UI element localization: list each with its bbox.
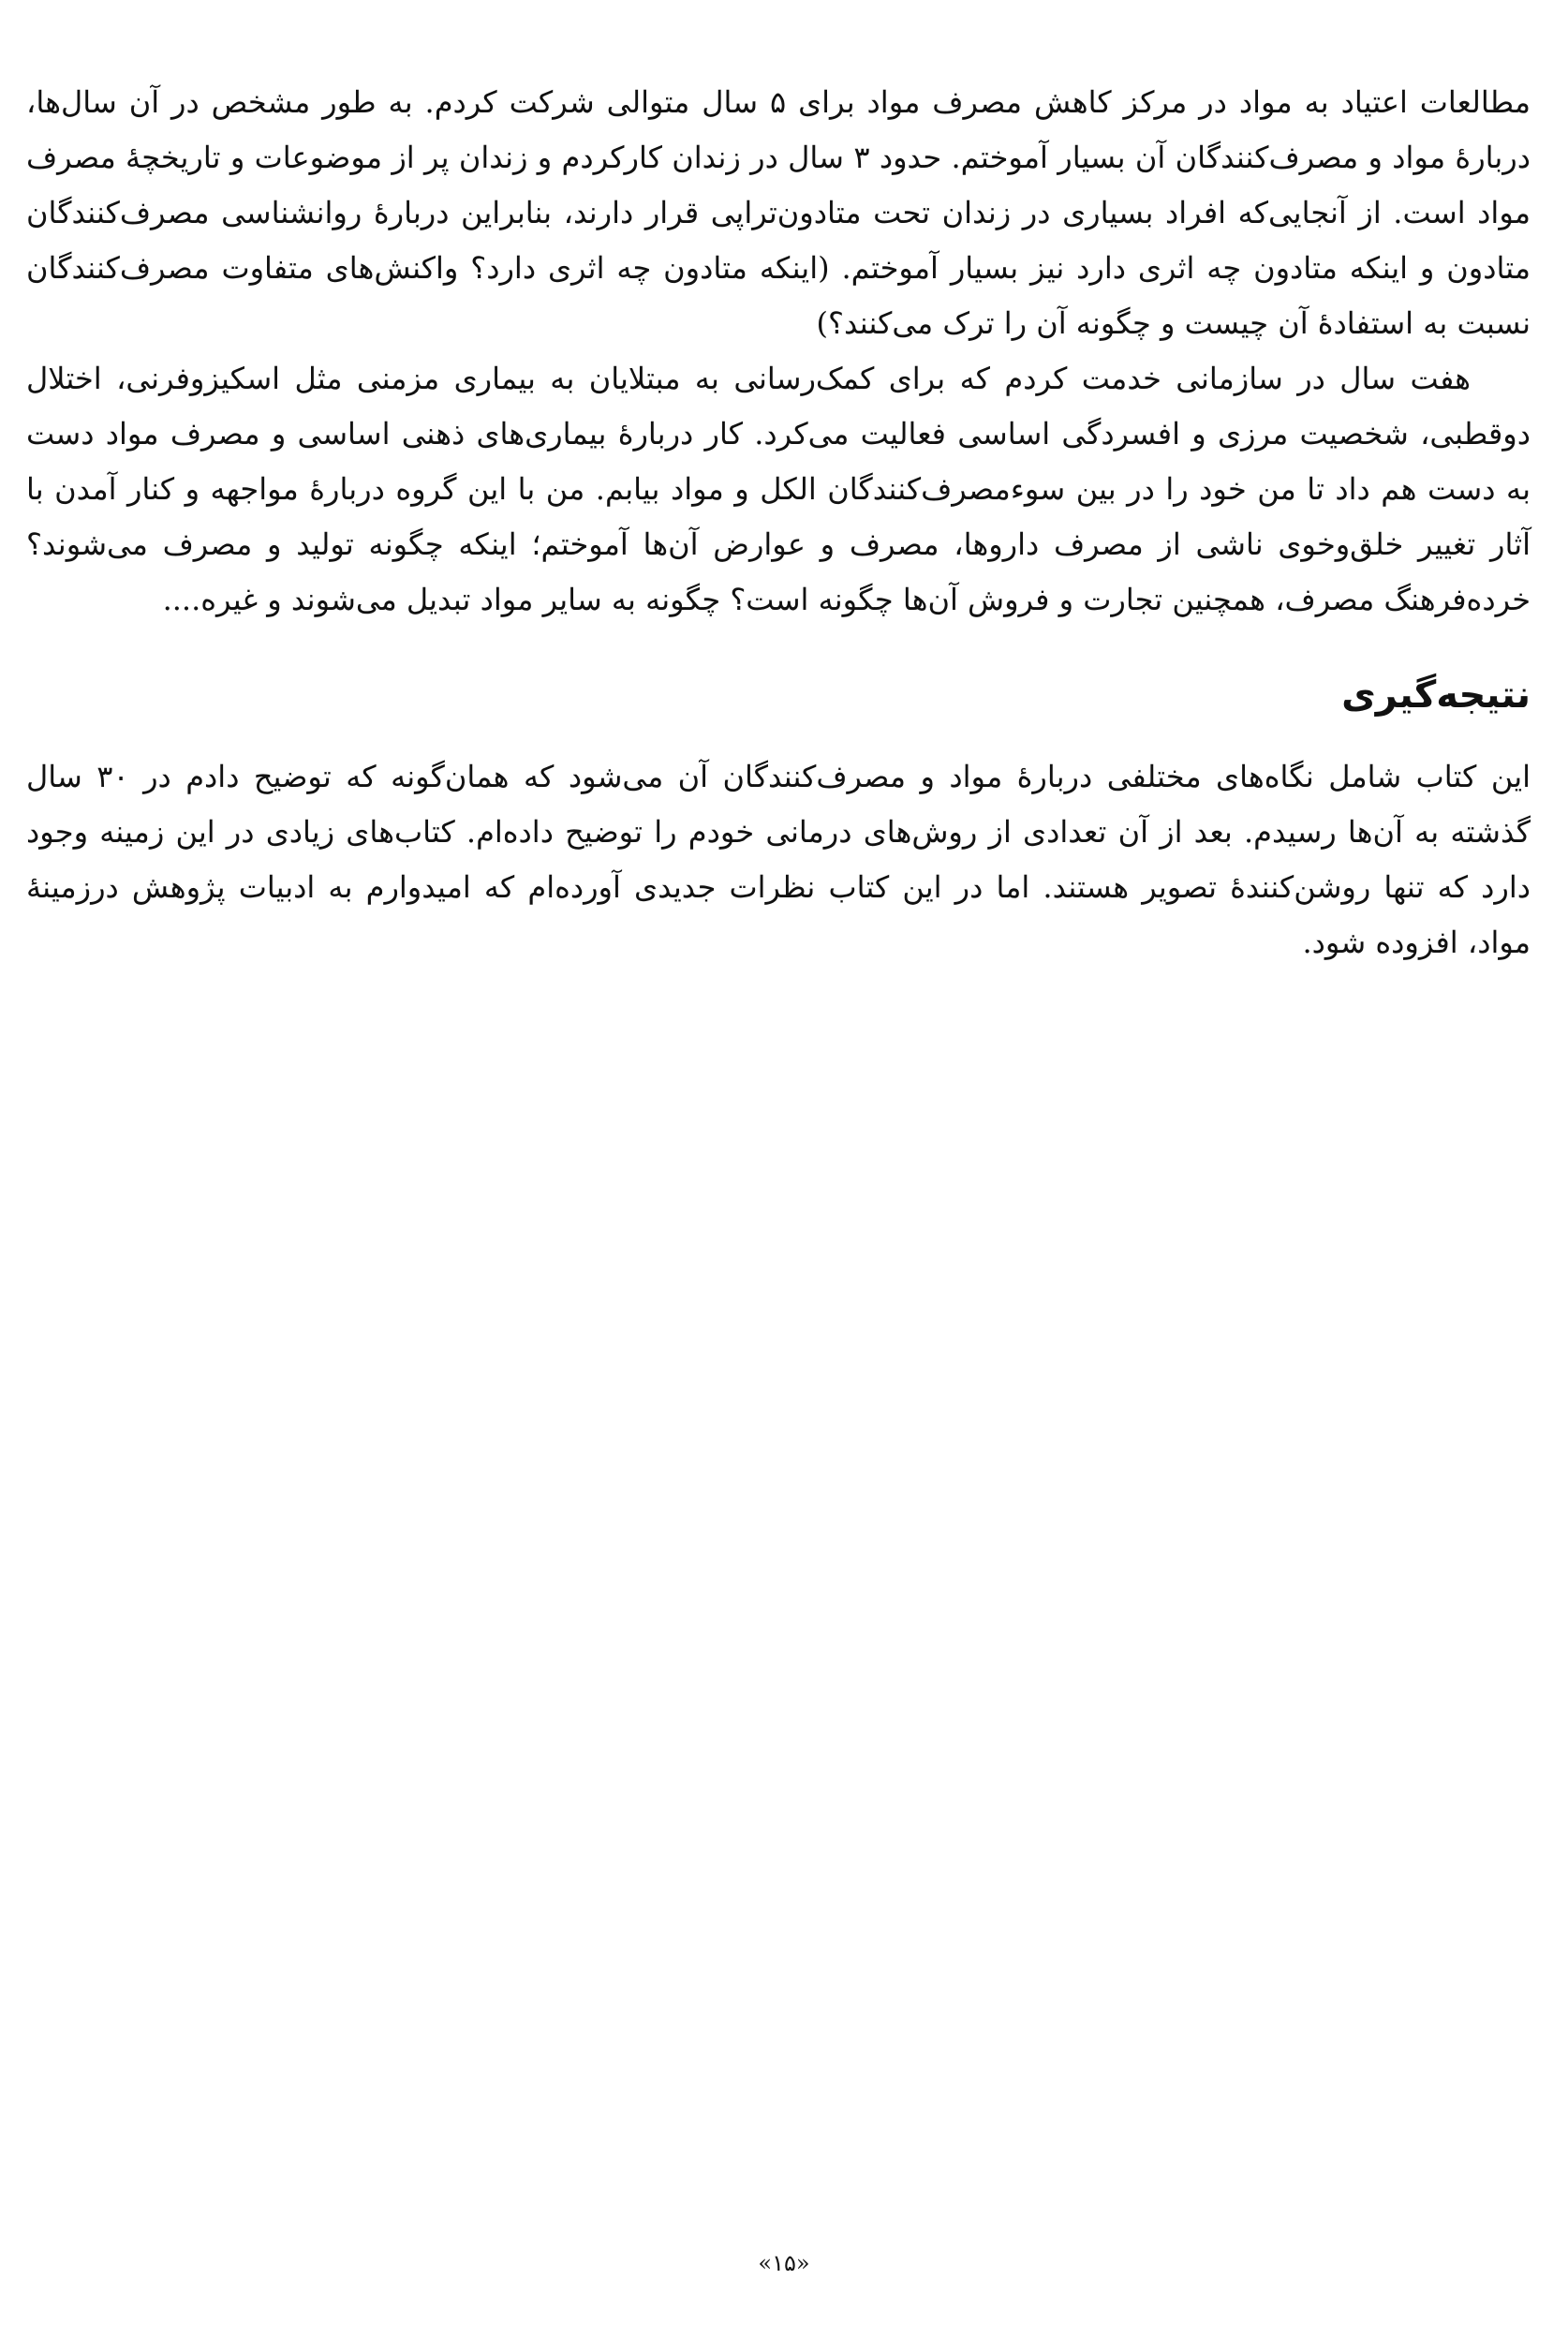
body-paragraph: هفت سال در سازمانی خدمت کردم که برای کمک‌رسانی به مبتلایان به بیماری مزمنی مثل اسکیزوفرنی، اختلال دوقطبی، شخصیت مرزی و افسردگی اساسی فعالیت می‌کرد. کار دربارهٔ بیماری‌های ذهنی اساسی و مصرف مواد دست به دست هم داد تا من خود را در بین سوءمصرف‌کنندگان الکل و مواد بیابم. من با این گروه دربارهٔ مواجهه و کنار آمدن با آثار تغییر خلق‌وخوی ناشی از مصرف داروها، مصرف و عوارض آن‌ها آموختم؛ اینکه چگونه تولید و مصرف می‌شوند؟ خرده‌فرهنگ مصرف، همچنین تجارت و فروش آن‌ها چگونه است؟ چگونه به سایر مواد تبدیل می‌شوند و غیره.... bbox=[26, 361, 1531, 617]
body-paragraph: این کتاب شامل نگاه‌های مختلفی دربارهٔ مواد و مصرف‌کنندگان آن می‌شود که همان‌گونه که توضیح دادم در ۳۰ سال گذشته به آن‌ها رسیدم. بعد از آن تعدادی از روش‌های درمانی خودم را توضیح داده‌ام. کتاب‌های زیادی در این زمینه وجود دارد که تنها روشن‌کنندهٔ تصویر هستند. اما در این کتاب نظرات جدیدی آورده‌ام که امیدوارم به ادبیات پژوهش درزمینهٔ مواد، افزوده شود. bbox=[26, 759, 1531, 960]
body-paragraph: مطالعات اعتیاد به مواد در مرکز کاهش مصرف مواد برای ۵ سال متوالی شرکت کردم. به طور مشخص در آن سال‌ها، دربارهٔ مواد و مصرف‌کنندگان آن بسیار آموختم. حدود ۳ سال در زندان کارکردم و زندان پر از موضوعات و تاریخچهٔ مصرف مواد است. از آنجایی‌که افراد بسیاری در زندان تحت متادون‌تراپی قرار دارند، بنابراین دربارهٔ روانشناسی مصرف‌کنندگان متادون و اینکه متادون چه اثری دارد نیز بسیار آموختم. (اینکه متادون چه اثری دارد؟ واکنش‌های متفاوت مصرف‌کنندگان نسبت به استفادهٔ آن چیست و چگونه آن را ترک می‌کنند؟) bbox=[26, 84, 1531, 341]
page-number: «۱۵» bbox=[758, 2250, 810, 2276]
section-heading: نتیجه‌گیری bbox=[1341, 674, 1531, 717]
document-page bbox=[26, 75, 1531, 970]
